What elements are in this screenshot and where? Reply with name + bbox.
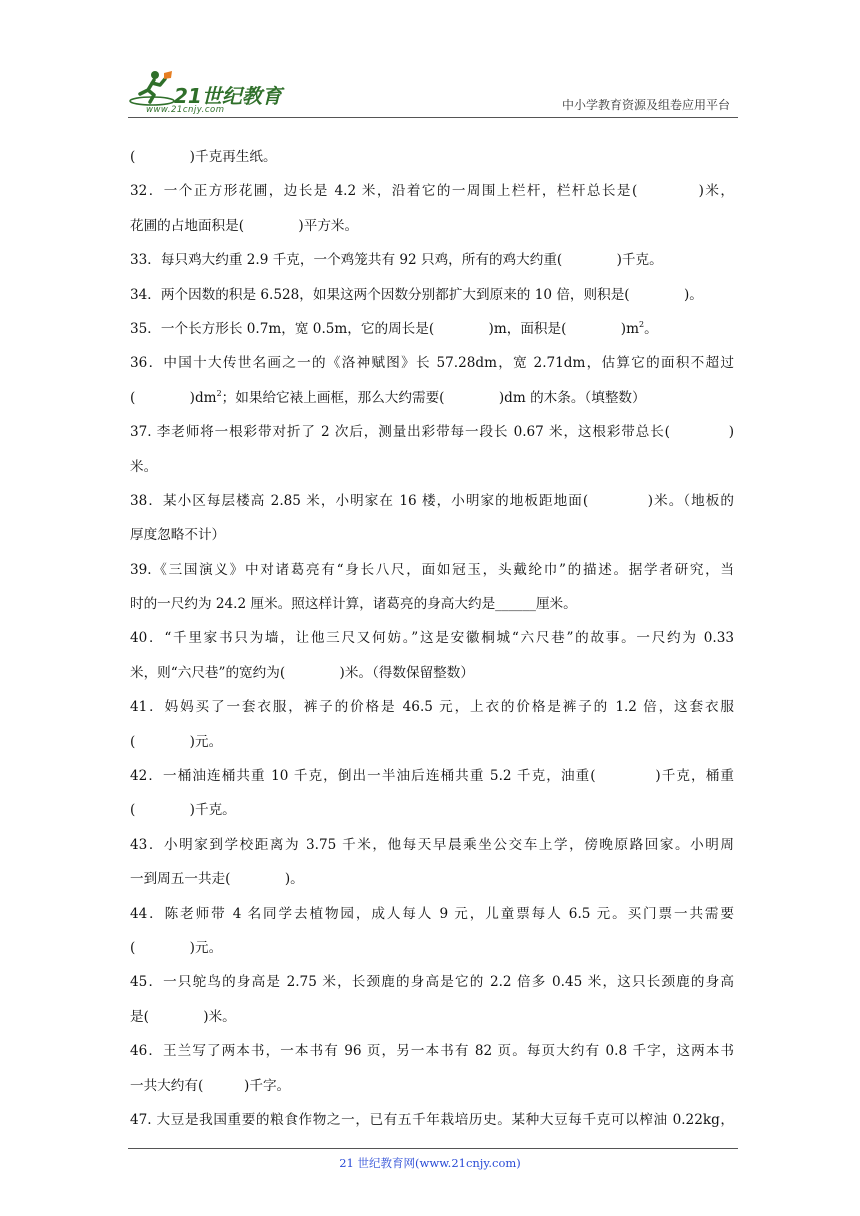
- question-content: [130, 140, 734, 1137]
- question-40: 40．“千里家书只为墙，让他三尺又何妨。”这是安徽桐城“六尺巷”的故事。一尺约为 0.33: [130, 630, 734, 647]
- text-line: ( )千克。: [130, 802, 236, 819]
- question-35-text: 35．一个长方形长 0.7m，宽 0.5m，它的周长是( )m，面积是( )m: [130, 320, 639, 337]
- runner-logo-icon: [128, 68, 176, 108]
- question-46: 46．王兰写了两本书，一本书有 96 页，另一本书有 82 页。每页大约有 0.8 千字，这两本书: [130, 1043, 734, 1060]
- question-36-text: ( )dm: [130, 389, 217, 406]
- question-42: 42．一桶油连桶共重 10 千克，倒出一半油后连桶共重 5.2 千克，油重( )千克，桶重: [130, 768, 734, 785]
- text-line: ( )千克再生纸。: [130, 149, 277, 165]
- text-line: 是( )米。: [130, 1008, 236, 1025]
- question-36: 36．中国十大传世名画之一的《洛神赋图》长 57.28dm，宽 2.71dm，估算它的面积不超过: [130, 355, 734, 372]
- header-divider: [128, 117, 738, 118]
- footer-divider: [128, 1148, 738, 1149]
- platform-tagline: 中小学教育资源及组卷应用平台: [561, 98, 730, 112]
- question-44: 44．陈老师带 4 名同学去植物园，成人每人 9 元，儿童票每人 6.5 元。买门票一共需要: [130, 905, 734, 922]
- question-45: 45．一只鸵鸟的身高是 2.75 米，长颈鹿的身高是它的 2.2 倍多 0.45 米，这只长颈鹿的身高: [130, 974, 734, 991]
- question-35: [130, 312, 734, 346]
- question-33: 33．每只鸡大约重 2.9 千克，一个鸡笼共有 92 只鸡，所有的鸡大约重( )千克。: [130, 252, 663, 269]
- text-line: 厚度忽略不计）: [130, 527, 226, 544]
- question-37: 37. 李老师将一根彩带对折了 2 次后，测量出彩带每一段长 0.67 米，这根彩带总长( ): [130, 424, 734, 441]
- text-line: 花圃的占地面积是( )平方米。: [130, 217, 359, 234]
- text-line: 一共大约有( )千字。: [130, 1077, 291, 1094]
- question-32: 32．一个正方形花圃，边长是 4.2 米，沿着它的一周围上栏杆，栏杆总长是( )米，: [130, 183, 734, 200]
- site-logo[interactable]: [128, 66, 298, 118]
- logo-title: 21世纪教育: [174, 84, 282, 108]
- question-43: 43．小明家到学校距离为 3.75 千米，他每天早晨乘坐公交车上学，傍晚原路回家。小明周: [130, 836, 734, 853]
- question-35-tail: 。: [644, 320, 658, 337]
- text-line: 米。: [130, 458, 158, 475]
- text-line: 一到周五一共走( )。: [130, 871, 304, 888]
- question-36-continued: [130, 381, 734, 415]
- question-39: 39.《三国演义》中对诸葛亮有“身长八尺，面如冠玉，头戴纶巾”的描述。据学者研究，当: [130, 561, 734, 578]
- footer-link[interactable]: 21 世纪教育网(www.21cnjy.com): [339, 1156, 521, 1170]
- text-line: 米，则“六尺巷”的宽约为( )米。（得数保留整数）: [130, 664, 474, 681]
- text-line: ( )元。: [130, 733, 223, 750]
- text-line: 时的一尺约为 24.2 厘米。照这样计算，诸葛亮的身高大约是______厘米。: [130, 596, 577, 613]
- question-36-tail: ；如果给它裱上画框，那么大约需要( )dm 的木条。（填整数）: [221, 389, 646, 406]
- page-header: [128, 62, 738, 120]
- logo-url: www.21cnjy.com: [146, 105, 225, 115]
- question-34: 34．两个因数的积是 6.528，如果这两个因数分别都扩大到原来的 10 倍，则积是( )。: [130, 286, 703, 303]
- question-47: 47. 大豆是我国重要的粮食作物之一，已有五千年栽培历史。某种大豆每千克可以榨油 0.22kg，: [130, 1111, 734, 1128]
- text-line: ( )元。: [130, 939, 223, 956]
- question-38: 38．某小区每层楼高 2.85 米，小明家在 16 楼，小明家的地板距地面( )米。（地板的: [130, 492, 734, 509]
- question-41: 41．妈妈买了一套衣服，裤子的价格是 46.5 元，上衣的价格是裤子的 1.2 倍，这套衣服: [130, 699, 734, 716]
- superscript: 2: [638, 319, 645, 329]
- superscript: 2: [216, 388, 222, 398]
